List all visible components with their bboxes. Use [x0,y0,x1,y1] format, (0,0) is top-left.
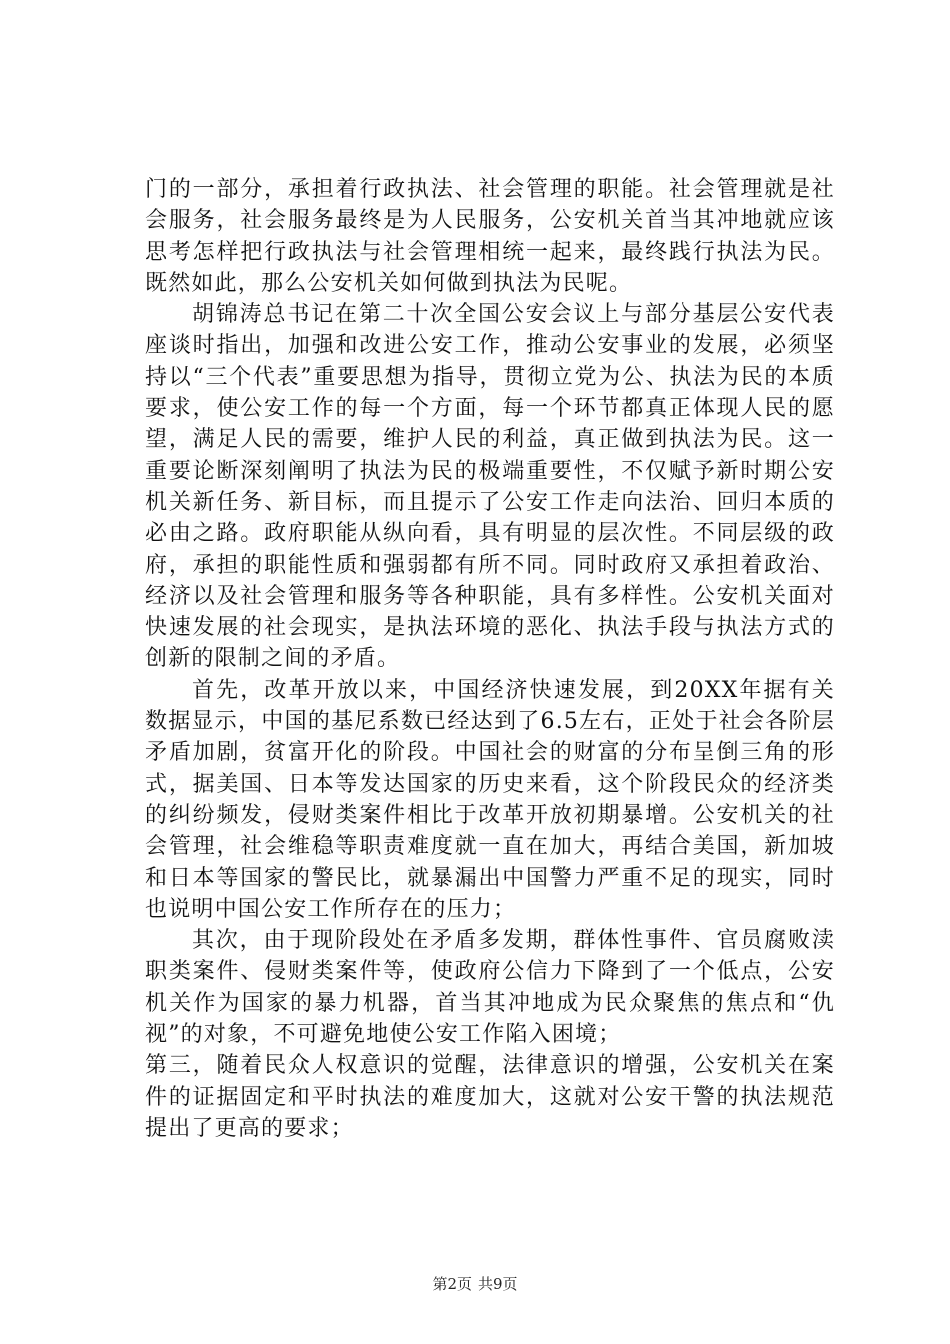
paragraph-4: 其次，由于现阶段处在矛盾多发期，群体性事件、官员腐败渎职类案件、侵财类案件等，使政府公信力下降到了一个低点，公安机关作为国家的暴力机器，首当其冲地成为民众聚焦的焦点和“仇视”的对象，不可避免地使公安工作陷入困境； [145,928,835,1048]
paragraph-2: 胡锦涛总书记在第二十次全国公安会议上与部分基层公安代表座谈时指出，加强和改进公安工作，推动公安事业的发展，必须坚持以“三个代表”重要思想为指导，贯彻立党为公、执法为民的本质要求，使公安工作的每一个方面，每一个环节都真正体现人民的愿望，满足人民的需要，维护人民的利益，真正做到执法为民。这一重要论断深刻阐明了执法为民的极端重要性，不仅赋予新时期公安机关新任务、新目标，而且提示了公安工作走向法治、回归本质的必由之路。政府职能从纵向看，具有明显的层次性。不同层级的政府，承担的职能性质和强弱都有所不同。同时政府又承担着政治、经济以及社会管理和服务等各种职能，具有多样性。公安机关面对快速发展的社会现实，是执法环境的恶化、执法手段与执法方式的创新的限制之间的矛盾。 [145,302,835,672]
page-footer [0,1273,950,1294]
paragraph-3: 首先，改革开放以来，中国经济快速发展，到20XX年据有关数据显示，中国的基尼系数已经达到了6.5左右，正处于社会各阶层矛盾加剧，贫富开化的阶段。中国社会的财富的分布呈倒三角的形式，据美国、日本等发达国家的历史来看，这个阶段民众的经济类的纠纷频发，侵财类案件相比于改革开放初期暴增。公安机关的社会管理，社会维稳等职责难度就一直在加大，再结合美国，新加坡和日本等国家的警民比，就暴漏出中国警力严重不足的现实，同时也说明中国公安工作所存在的压力； [145,677,835,922]
paragraph-5: 第三，随着民众人权意识的觉醒，法律意识的增强，公安机关在案件的证据固定和平时执法的难度加大，这就对公安干警的执法规范提出了更高的要求； [145,1053,835,1141]
page-total: 共9页 [478,1275,518,1293]
page-number: 第2页 [432,1275,472,1293]
paragraph-1: 门的一部分，承担着行政执法、社会管理的职能。社会管理就是社会服务，社会服务最终是为人民服务，公安机关首当其冲地就应该思考怎样把行政执法与社会管理相统一起来，最终践行执法为民。既然如此，那么公安机关如何做到执法为民呢。 [145,177,835,296]
document-body [145,174,835,1144]
